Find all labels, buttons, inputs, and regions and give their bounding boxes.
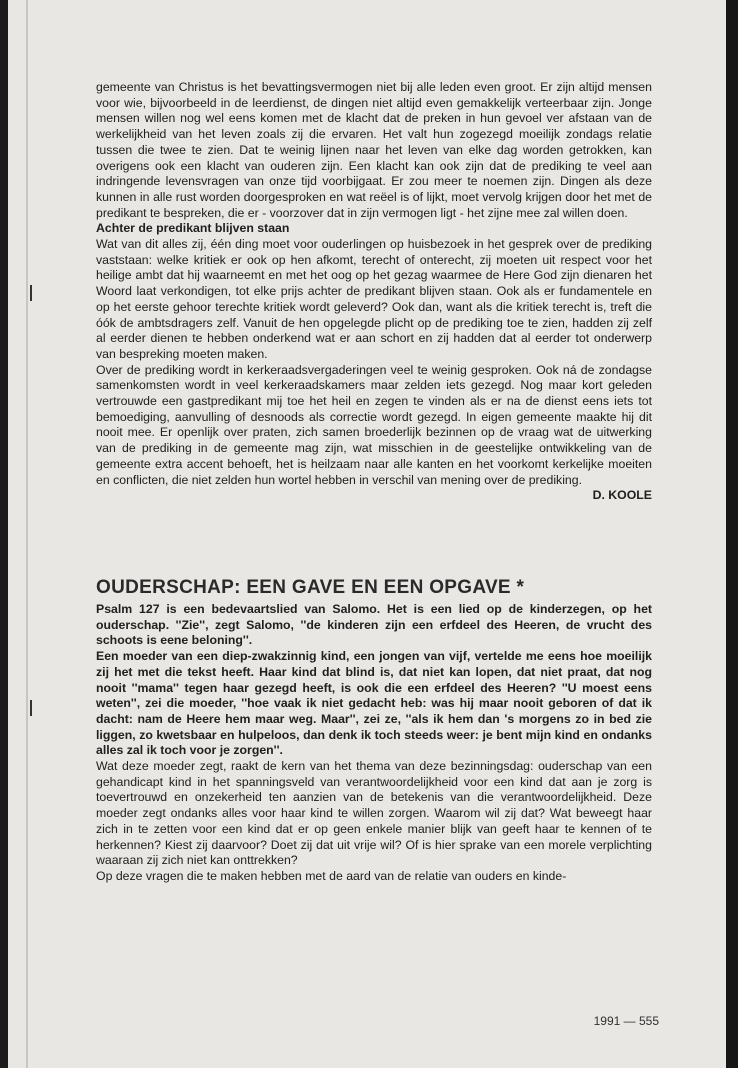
article-ouderschap xyxy=(96,577,652,885)
body-paragraph: Wat deze moeder zegt, raakt de kern van het thema van deze bezinningsdag: ouderschap van een gehandicapt kind in het spanningsveld van verantwoordelijkheid voor een kind dat aan je zorg is toevertrouwd en onzekerheid ten aanzien van de betekenis van die verantwoordelijkheid. Deze moeder zegt ondanks alles voor haar kind te willen zorgen. Waarom wil zij dat? Wat beweegt haar zich in te zetten voor een kind dat er op geen enkele manier blijk van geeft haar te kennen of te herkennen? Kiest zij daarvoor? Doet zij dat uit vrije wil? Of is hier sprake van een morele verplichting waaraan zij zich niet kan onttrekken? xyxy=(96,759,652,868)
lead-paragraph: Psalm 127 is een bedevaartslied van Salomo. Het is een lied op de kinderzegen, op het ouderschap. ''Zie'', zegt Salomo, ''de kinderen zijn een erfdeel des Heeren, de vrucht des schoots is eene beloning''. xyxy=(96,601,652,648)
page xyxy=(8,0,726,1068)
author-signature: D. KOOLE xyxy=(592,488,652,503)
lead-paragraph: Een moeder van een diep-zwakzinnig kind, een jongen van vijf, vertelde me eens hoe moeilijk zij het met die tekst heeft. Haar kind dat blind is, dat niet kan lopen, dat niet praat, dat nog nooit ''mama'' tegen haar gezegd heeft, is ook die een erfdeel des Heeren? ''U moest eens weten'', zei die moeder, ''hoe vaak ik niet gedacht heb: was hij maar nooit geboren of dat ik dacht: nam de Heere hem maar weg. Maar'', zei ze, ''als ik hem dan 's morgens zo in bed zie liggen, zo kwetsbaar en hulpeloos, dan denk ik toch steeds weer: je bent mijn kind en ondanks alles zal ik toch voor je zorgen''. xyxy=(96,649,652,758)
scan-edge xyxy=(726,0,738,1068)
margin-tick xyxy=(30,700,32,716)
article-previous xyxy=(96,80,652,504)
binding-margin-line xyxy=(26,0,28,1068)
body-paragraph: Over de prediking wordt in kerkeraadsvergaderingen veel te weinig gesproken. Ook ná de zondagse samenkomsten wordt in veel kerkeraadskamers maar zelden iets gezegd. Nog maar kort geleden vertrouwde een gastpredikant mij toe het heil en zegen te vinden als er na de dienst eens iets tot bemoediging, aanvulling of desnoods als correctie wordt gezegd. In eigen gemeente maakte hij dit nooit mee. Er openlijk over praten, zich samen broederlijk bezinnen op de vraag wat de uitwerking van de prediking in de gemeente mag zijn, wat misschien in de geestelijke ontwikkeling van de gemeente extra accent behoeft, het is heilzaam naar alle kanten en het voorkomt kerkelijke moeiten en conflicten, die niet zelden hun wortel hebben in verschil van mening over de prediking. xyxy=(96,362,652,487)
section-heading: Achter de predikant blijven staan xyxy=(96,221,290,236)
body-paragraph: Wat van dit alles zij, één ding moet voor ouderlingen op huisbezoek in het gesprek over de prediking vaststaan: welke kritiek er ook op hen afkomt, terecht of onterecht, zij moeten uit respect voor het heilige ambt dat hij waarneemt en met het oog op het gezag waarmee de Here God zijn dienaren het Woord laat verkondigen, tot elke prijs achter de predikant blijven staan. Ook als er fundamentele en op het eerste gehoor terechte kritiek wordt geleverd? Ook dan, want als die kritiek terecht is, treft die óók de ambtsdragers zelf. Vanuit de hen opgelegde plicht op de prediking toe te zien, hadden zij zelf al eerder dienen te hebben onderkend wat er aan schort en zij hadden dat al eerder tot onderwerp van bespreking moeten maken. xyxy=(96,237,652,361)
page-number: 1991 — 555 xyxy=(593,1014,659,1028)
page-content xyxy=(96,80,652,885)
body-paragraph: gemeente van Christus is het bevattingsvermogen niet bij alle leden even groot. Er zijn altijd mensen voor wie, bijvoorbeeld in de leerdienst, de dingen niet altijd even gemakkelijk verteerbaar zijn. Jonge mensen willen nog wel eens komen met de klacht dat de preken in hun gevoel ver afstaan van de werkelijkheid van het leven zoals zij die ervaren. Het valt hun zogezegd moeilijk zondags relatie tussen die twee te zien. Dat te weinig lijnen naar het leven van elke dag worden getrokken, kan overigens ook een klacht van ouderen zijn. Een klacht kan ook zijn dat de prediking te veel aan indringende levensvragen van onze tijd voorbijgaat. Er zou meer te noemen zijn. Dingen als deze kunnen in alle rust worden doorgesproken en wat reëel is of lijkt, moet vervolg krijgen door het met de predikant te bespreken, die er - voorzover dat in zijn vermogen ligt - het zijne mee zal willen doen. xyxy=(96,80,652,220)
body-paragraph: Op deze vragen die te maken hebben met de aard van de relatie van ouders en kinde- xyxy=(96,868,567,883)
article-title: OUDERSCHAP: EEN GAVE EN EEN OPGAVE * xyxy=(96,576,525,598)
margin-tick xyxy=(30,285,32,301)
